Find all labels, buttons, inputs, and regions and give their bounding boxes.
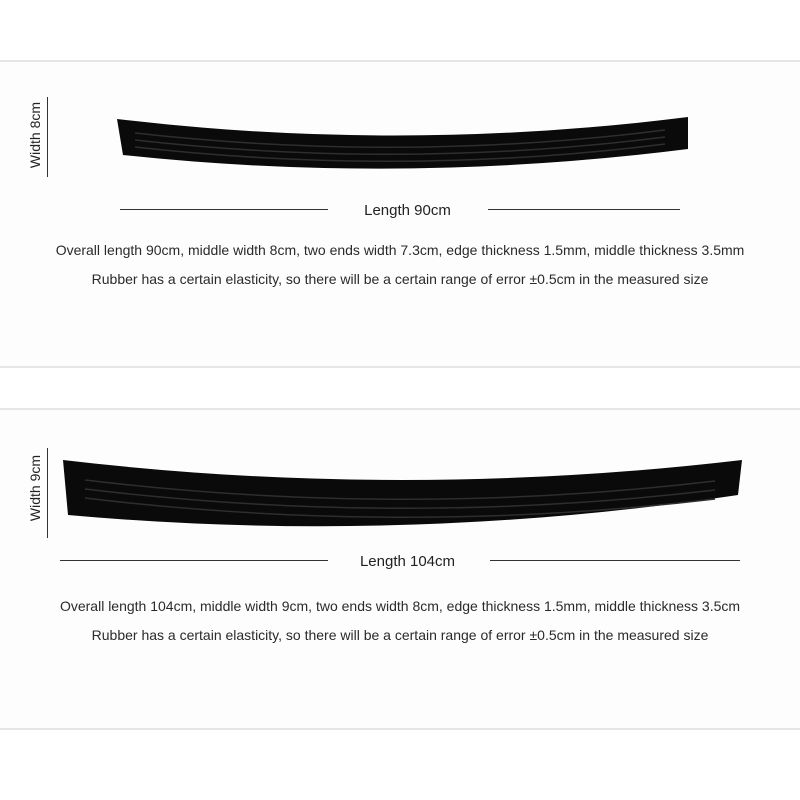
length-label: Length 90cm (364, 202, 451, 219)
bumper-strip-image (60, 455, 745, 545)
bumper-strip-image (115, 107, 690, 182)
width-dimension-line (47, 97, 48, 177)
length-line-right (490, 560, 740, 561)
width-dimension-line (47, 448, 48, 538)
length-line-left (60, 560, 328, 561)
width-label: Width 8cm (27, 101, 43, 169)
length-line-right (488, 209, 680, 210)
tolerance-note: Rubber has a certain elasticity, so there will be a certain range of error ±0.5cm in the measured size (91, 271, 709, 287)
product-panel-90cm (0, 60, 800, 368)
width-label: Width 9cm (27, 454, 43, 522)
description-text: Overall length 90cm, middle width 8cm, two ends width 7.3cm, edge thickness 1.5mm, middle thickness 3.5mm (55, 242, 745, 258)
tolerance-note: Rubber has a certain elasticity, so there will be a certain range of error ±0.5cm in the measured size (91, 627, 709, 643)
length-line-left (120, 209, 328, 210)
description-text: Overall length 104cm, middle width 9cm, two ends width 8cm, edge thickness 1.5mm, middle thickness 3.5cm (59, 598, 741, 614)
product-panel-104cm (0, 408, 800, 730)
length-label: Length 104cm (359, 553, 456, 570)
